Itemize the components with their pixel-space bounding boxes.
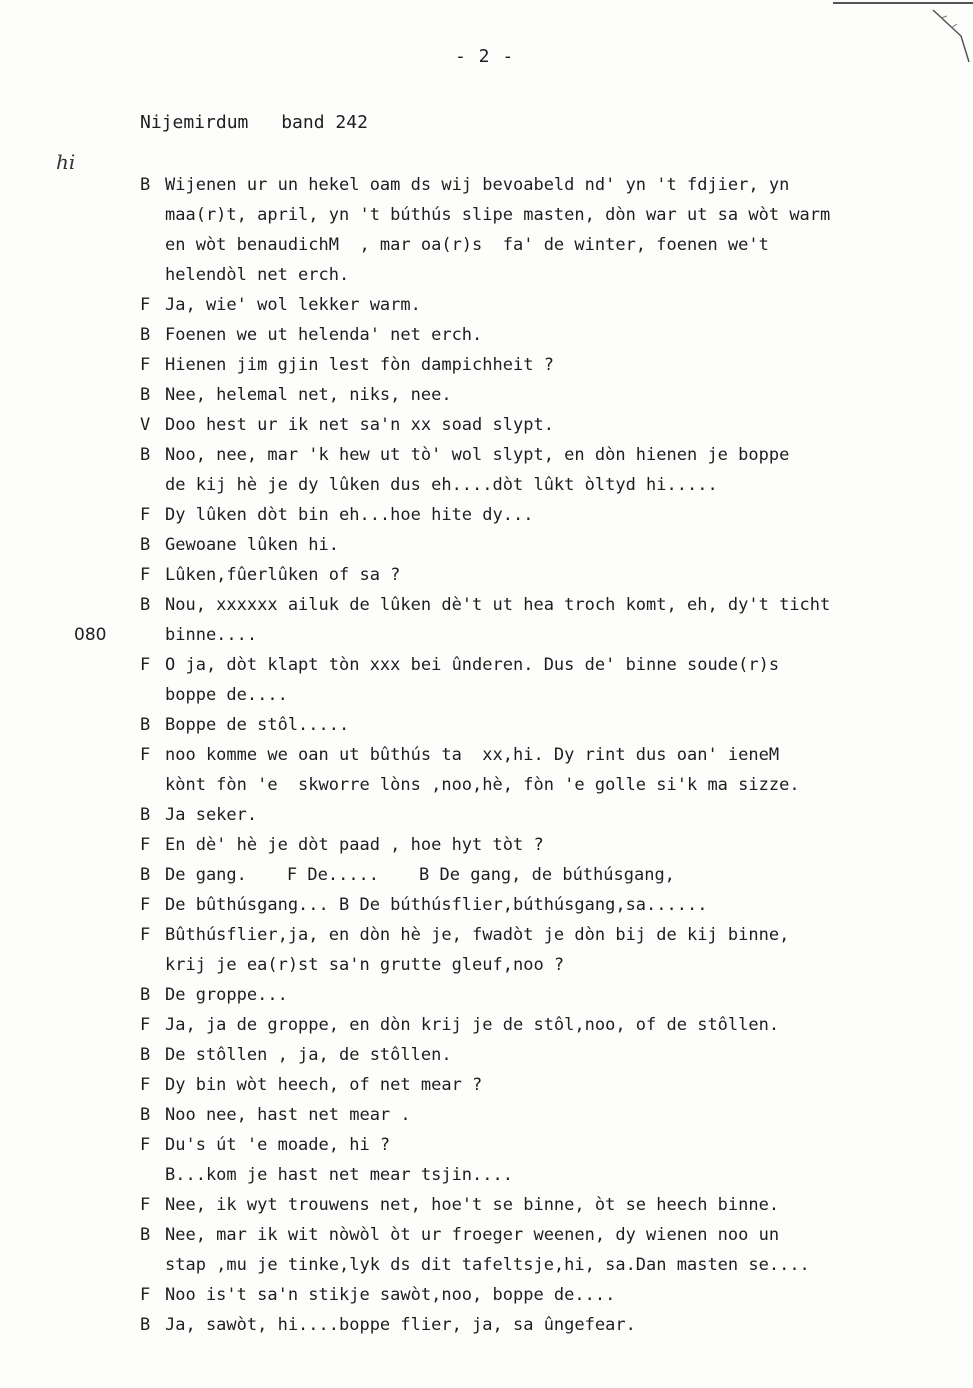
line-text: De gang. — [165, 865, 247, 885]
header-place: Nijemirdum — [140, 112, 249, 133]
transcript-line — [140, 530, 965, 560]
transcript-body — [74, 170, 965, 1340]
line-text: Dy bin wòt heech, of net mear ? — [165, 1075, 483, 1095]
speaker-label: F — [140, 745, 151, 765]
line-text: Noo nee, hast net mear . — [165, 1105, 411, 1125]
speaker-label: B — [140, 1105, 151, 1125]
transcript-line — [140, 860, 965, 890]
line-text: boppe de.... — [165, 685, 288, 705]
speaker-label: B — [140, 1315, 151, 1335]
transcript-line — [140, 440, 965, 470]
transcript-line — [140, 980, 965, 1010]
line-text: Ja seker. — [165, 805, 258, 825]
transcript-line — [140, 470, 965, 500]
line-text: Dy lûken dòt bin eh...hoe hite dy... — [165, 505, 534, 525]
line-text: De gang, de búthúsgang, — [439, 865, 675, 885]
line-text: noo komme we oan ut bûthús ta xx,hi. Dy rint dus oan' ieneM — [165, 745, 780, 765]
speaker-label: B — [140, 1045, 151, 1065]
speaker-label: V — [140, 415, 151, 435]
speaker-label: B — [140, 325, 151, 345]
transcript-line — [140, 590, 965, 620]
speaker-label: B — [140, 535, 151, 555]
margin-counter: 080 — [74, 625, 107, 645]
transcript-line — [140, 1190, 965, 1220]
speaker-label: F — [140, 1195, 151, 1215]
speaker-label: B — [140, 595, 151, 615]
transcript-line — [140, 710, 965, 740]
line-text: Doo hest ur ik net sa'n xx soad slypt. — [165, 415, 554, 435]
line-text: Hienen jim gjin lest fòn dampichheit ? — [165, 355, 554, 375]
line-text: de kij hè je dy lûken dus eh....dòt lûkt òltyd hi..... — [165, 475, 718, 495]
line-text: Nou, xxxxxx ailuk de lûken dè't ut hea troch komt, eh, dy't ticht — [165, 595, 831, 615]
transcript-line — [140, 1280, 965, 1310]
line-text: De groppe... — [165, 985, 288, 1005]
line-text: stap ,mu je tinke,lyk ds dit tafeltsje,hi, sa.Dan masten se.... — [165, 1255, 810, 1275]
transcript-line — [140, 200, 965, 230]
speaker-label: B — [140, 385, 151, 405]
transcript-line — [140, 1310, 965, 1340]
line-text: Noo is't sa'n stikje sawòt,noo, boppe de.... — [165, 1285, 616, 1305]
transcript-line — [140, 1010, 965, 1040]
line-text: Nee, ik wyt trouwens net, hoe't se binne, òt se heech binne. — [165, 1195, 780, 1215]
line-text: En dè' hè je dòt paad , hoe hyt tòt ? — [165, 835, 544, 855]
transcript-line — [140, 1100, 965, 1130]
transcript-line — [140, 1250, 965, 1280]
line-text: Ja, sawòt, hi....boppe flier, ja, sa ûngefear. — [165, 1315, 636, 1335]
transcript-line — [140, 1070, 965, 1100]
line-text: Bûthúsflier,ja, en dòn hè je, fwadòt je dòn bij de kij binne, — [165, 925, 790, 945]
line-text: Ja, ja de groppe, en dòn krij je de stôl,noo, of de stôllen. — [165, 1015, 780, 1035]
transcript-line — [140, 500, 965, 530]
transcript-line — [140, 650, 965, 680]
page-number: - 2 - — [455, 46, 515, 67]
speaker-label: F — [140, 1075, 151, 1095]
speaker-label: F — [140, 925, 151, 945]
transcript-line — [140, 170, 965, 200]
transcript-line — [140, 410, 965, 440]
transcript-line — [140, 740, 965, 770]
speaker-label: F — [140, 505, 151, 525]
line-text: De..... — [307, 865, 380, 885]
transcript-line — [140, 770, 965, 800]
speaker-label: B — [140, 805, 151, 825]
line-text: Nee, mar ik wit nòwòl òt ur froeger weenen, dy wienen noo un — [165, 1225, 780, 1245]
transcript-line — [140, 560, 965, 590]
speaker-label: B — [140, 715, 151, 735]
line-text: Ja, wie' wol lekker warm. — [165, 295, 421, 315]
line-text: binne.... — [165, 625, 258, 645]
transcript-line — [140, 260, 965, 290]
line-text: B...kom je hast net mear tsjin.... — [165, 1165, 513, 1185]
line-text: Foenen we ut helenda' net erch. — [165, 325, 483, 345]
speaker-label: B — [140, 985, 151, 1005]
line-text: Nee, helemal net, niks, nee. — [165, 385, 452, 405]
speaker-label: F — [140, 1135, 151, 1155]
speaker-label: F — [140, 295, 151, 315]
transcript-line — [140, 1220, 965, 1250]
line-text: De bûthúsgang... B De búthúsflier,búthúsgang,sa...... — [165, 895, 708, 915]
transcript-line — [140, 950, 965, 980]
line-text: Du's út 'e moade, hi ? — [165, 1135, 391, 1155]
speaker-label: F — [140, 1285, 151, 1305]
document-header — [140, 112, 368, 133]
speaker-label: B — [140, 175, 151, 195]
transcript-line — [140, 1160, 965, 1190]
speaker-label: F — [140, 895, 151, 915]
transcript-line — [140, 380, 965, 410]
line-text: Noo, nee, mar 'k hew ut tò' wol slypt, en dòn hienen je boppe — [165, 445, 790, 465]
line-text: kònt fòn 'e skworre lòns ,noo,hè, fòn 'e golle si'k ma sizze. — [165, 775, 800, 795]
transcript-line — [140, 920, 965, 950]
speaker-label: F — [140, 655, 151, 675]
transcript-line — [74, 620, 965, 650]
speaker-label: B — [140, 865, 151, 885]
transcript-line — [140, 230, 965, 260]
line-text: Wijenen ur un hekel oam ds wij bevoabeld nd' yn 't fdjier, yn — [165, 175, 790, 195]
transcript-line — [140, 680, 965, 710]
speaker-label: F — [140, 355, 151, 375]
handwritten-annotation: hi — [56, 150, 76, 174]
speaker-label: B — [140, 1225, 151, 1245]
line-text: en wòt benaudichM , mar oa(r)s fa' de winter, foenen we't — [165, 235, 769, 255]
speaker-label: F — [140, 835, 151, 855]
corner-scribble-icon — [931, 6, 971, 66]
line-text: Lûken,fûerlûken of sa ? — [165, 565, 401, 585]
transcript-line — [140, 1130, 965, 1160]
speaker-label: B — [140, 445, 151, 465]
line-text: Gewoane lûken hi. — [165, 535, 339, 555]
line-text: De stôllen , ja, de stôllen. — [165, 1045, 452, 1065]
header-band: band 242 — [281, 112, 368, 133]
transcript-line — [140, 1040, 965, 1070]
top-edge-rule — [833, 2, 973, 4]
speaker-label: F — [286, 865, 308, 885]
transcript-line — [140, 320, 965, 350]
line-text: Boppe de stôl..... — [165, 715, 350, 735]
transcript-line — [140, 830, 965, 860]
line-text: maa(r)t, april, yn 't búthús slipe masten, dòn war ut sa wòt warm — [165, 205, 831, 225]
transcript-line — [140, 290, 965, 320]
line-text: O ja, dòt klapt tòn xxx bei ûnderen. Dus de' binne soude(r)s — [165, 655, 780, 675]
speaker-label: F — [140, 565, 151, 585]
speaker-label: B — [419, 865, 440, 885]
transcript-line — [140, 890, 965, 920]
transcript-line — [140, 800, 965, 830]
speaker-label: F — [140, 1015, 151, 1035]
line-text: helendòl net erch. — [165, 265, 350, 285]
transcript-line — [140, 350, 965, 380]
line-text: krij je ea(r)st sa'n grutte gleuf,noo ? — [165, 955, 565, 975]
